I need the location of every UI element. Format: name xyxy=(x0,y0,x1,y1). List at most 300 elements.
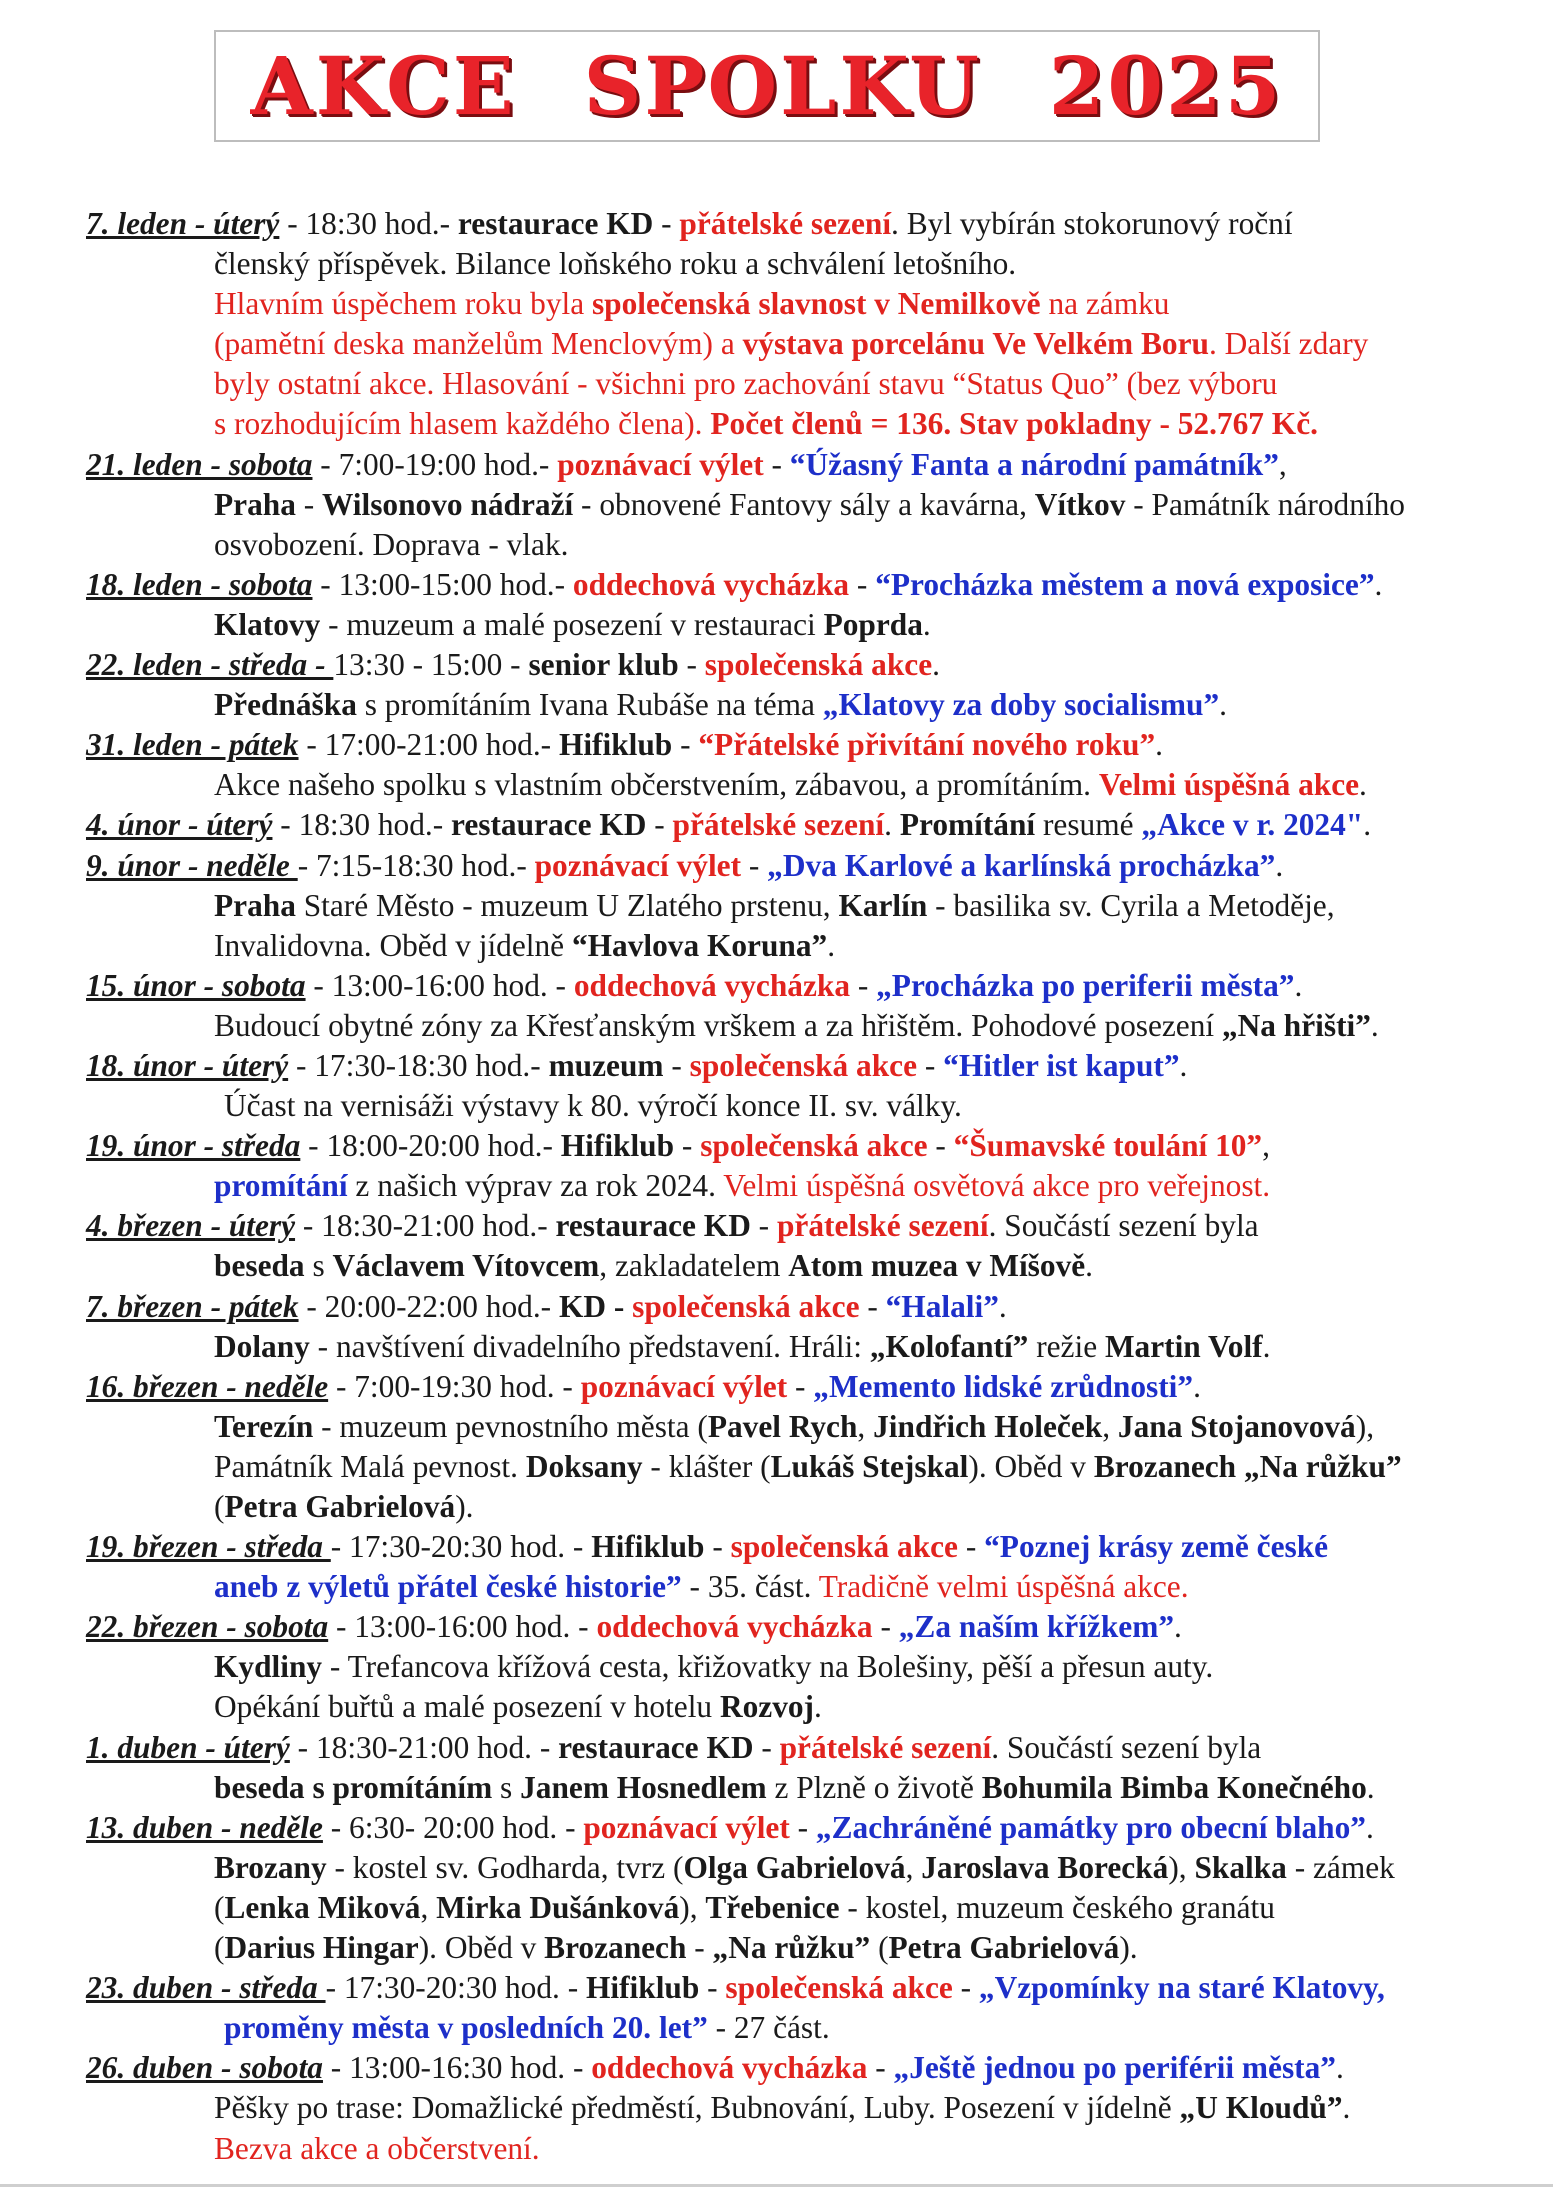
event-entry xyxy=(86,2048,1546,2168)
event-headline xyxy=(86,1527,1546,1567)
event-text-segment: Brozanech xyxy=(544,1930,687,1966)
event-text-segment: - 18:00-20:00 hod.- xyxy=(300,1128,561,1164)
event-entry xyxy=(86,846,1546,966)
event-text-segment: Invalidovna. Oběd v jídelně xyxy=(214,927,572,963)
event-text-segment: - 17:30-18:30 hod.- xyxy=(288,1047,549,1083)
event-text-segment: společenská akce xyxy=(725,1970,953,2006)
event-text-segment: s xyxy=(492,1769,521,1805)
event-text-segment: - 17:30-20:30 hod. - xyxy=(330,1529,592,1565)
event-text-segment: Dolany xyxy=(214,1328,310,1364)
event-text-segment: “Halali” xyxy=(885,1288,999,1324)
event-text-segment: z našich výprav za rok 2024. xyxy=(347,1168,724,1204)
event-text-segment: senior klub xyxy=(528,647,679,683)
event-text-segment: Účast na vernisáži výstavy k 80. výročí konce II. sv. války. xyxy=(224,1088,962,1124)
event-text-segment: výstava porcelánu Ve Velkém Boru xyxy=(742,326,1209,362)
event-text-segment: Poprda xyxy=(823,606,923,642)
event-text-segment: . xyxy=(1365,1809,1374,1845)
event-text-segment: společenská akce xyxy=(704,647,933,683)
event-detail-line xyxy=(86,284,1546,324)
event-text-segment: - 13:00-16:30 hod. - xyxy=(322,2050,592,2086)
event-text-segment: - xyxy=(763,446,790,482)
event-text-segment: Bohumila Bimba Konečného xyxy=(981,1769,1367,1805)
event-text-segment: - navštívení divadelního představení. Hráli: xyxy=(309,1328,870,1364)
event-entry xyxy=(86,445,1546,565)
event-text-segment: - xyxy=(678,647,705,683)
event-date: 26. duben - sobota xyxy=(86,2050,323,2086)
event-text-segment: Přednáška xyxy=(214,687,357,723)
event-text-segment: . xyxy=(1294,967,1303,1003)
event-text-segment: , xyxy=(857,1408,874,1444)
event-text-segment: - xyxy=(859,1288,886,1324)
event-text-segment: oddechová vycházka xyxy=(573,967,850,1003)
event-text-segment: Jana Stojanovová xyxy=(1117,1408,1356,1444)
event-detail-line xyxy=(86,485,1546,525)
event-text-segment: . xyxy=(998,1288,1007,1324)
event-text-segment: ). xyxy=(1119,1930,1138,1966)
event-text-segment: Skalka xyxy=(1194,1849,1287,1885)
event-text-segment: - kostel sv. Godharda, tvrz ( xyxy=(326,1849,684,1885)
event-text-segment: - xyxy=(867,2050,894,2086)
event-text-segment: - xyxy=(789,1809,816,1845)
event-text-segment: poznávací výlet xyxy=(583,1809,790,1845)
event-text-segment: - 7:00-19:00 hod.- xyxy=(312,446,558,482)
event-text-segment: Terezín xyxy=(214,1408,314,1444)
event-text-segment: s xyxy=(304,1248,333,1284)
event-text-segment: ). Oběd v xyxy=(418,1930,545,1966)
event-text-segment: - 18:30 hod.- xyxy=(279,206,458,241)
event-date: 18. únor - úterý xyxy=(86,1047,289,1083)
event-text-segment: - 27 část. xyxy=(707,2010,830,2046)
event-text-segment: proměny města v posledních 20. let” xyxy=(224,2010,708,2046)
event-date: 4. březen - úterý xyxy=(86,1208,296,1244)
event-detail-line xyxy=(86,765,1546,805)
event-detail-line xyxy=(86,1487,1546,1527)
event-entry xyxy=(86,805,1546,845)
event-headline xyxy=(86,1808,1546,1848)
event-text-segment: Kydliny xyxy=(214,1649,323,1685)
event-text-segment: Praha xyxy=(214,486,296,522)
event-text-segment: „Vzpomínky na staré Klatovy, xyxy=(978,1970,1385,2006)
event-headline xyxy=(86,1206,1546,1246)
event-text-segment: Opékání buřtů a malé posezení v hotelu xyxy=(214,1689,720,1725)
event-detail-line xyxy=(86,1086,1546,1126)
event-text-segment: . xyxy=(884,807,900,843)
event-text-segment: ), xyxy=(1168,1849,1195,1885)
event-text-segment: - 7:00-19:30 hod. - xyxy=(328,1368,581,1404)
event-headline xyxy=(86,1287,1546,1327)
event-text-segment: společenská akce xyxy=(700,1128,928,1164)
event-text-segment: - zámek xyxy=(1286,1849,1395,1885)
event-text-segment: byly ostatní akce. Hlasování - všichni pro zachování stavu “Status Quo” (bez výboru xyxy=(214,366,1278,402)
event-text-segment: Klatovy xyxy=(214,606,321,642)
event-text-segment: Darius Hingar xyxy=(224,1930,419,1966)
event-detail-line xyxy=(86,404,1546,444)
event-text-segment: „U Kloudů” xyxy=(1179,2090,1343,2126)
event-detail-line xyxy=(86,2008,1546,2048)
event-date: 7. březen - pátek xyxy=(86,1288,299,1324)
event-text-segment: - 17:30-20:30 hod. - xyxy=(325,1970,586,2006)
event-text-segment: Lukáš Stejskal xyxy=(770,1448,969,1484)
event-text-segment: přátelské sezení xyxy=(776,1208,989,1244)
event-text-segment: “Přátelské přivítání nového roku” xyxy=(698,727,1156,763)
event-entry xyxy=(86,1367,1546,1527)
event-text-segment: . Další zdary xyxy=(1208,326,1369,362)
event-text-segment: Martin Volf xyxy=(1104,1328,1263,1364)
event-text-segment: - 6:30- 20:00 hod. - xyxy=(322,1809,584,1845)
event-text-segment xyxy=(1236,1449,1244,1484)
event-text-segment: Janem Hosnedlem xyxy=(520,1769,767,1805)
event-detail-line xyxy=(86,1447,1546,1487)
event-text-segment: poznávací výlet xyxy=(580,1368,788,1404)
event-text-segment: , xyxy=(905,1849,922,1885)
event-entry xyxy=(86,645,1546,725)
event-text-segment: - xyxy=(957,1529,985,1565)
event-text-segment: Pavel Rych xyxy=(707,1408,858,1444)
event-text-segment: s rozhodujícím hlasem každého člena). xyxy=(214,406,711,442)
event-text-segment: přátelské sezení xyxy=(779,1729,992,1765)
event-text-segment: Lenka Miková xyxy=(224,1889,421,1925)
events-list xyxy=(86,204,1546,2169)
event-detail-line xyxy=(86,364,1546,404)
event-text-segment: - obnovené Fantovy sály a kavárna, xyxy=(573,486,1035,522)
event-detail-line xyxy=(86,1888,1546,1928)
event-detail-line xyxy=(86,525,1546,565)
event-detail-line xyxy=(86,244,1546,284)
event-entry xyxy=(86,1206,1546,1286)
event-text-segment: . xyxy=(1219,687,1228,723)
event-text-segment: KD xyxy=(558,1288,607,1324)
event-headline xyxy=(86,2048,1546,2088)
event-text-segment: přátelské sezení xyxy=(672,807,885,843)
event-text-segment: na zámku xyxy=(1040,286,1170,322)
event-text-segment: - xyxy=(672,727,699,763)
event-entry xyxy=(86,1968,1546,2048)
event-headline xyxy=(86,846,1546,886)
event-date: 15. únor - sobota xyxy=(86,967,306,1003)
event-text-segment: - Památník národního xyxy=(1125,486,1405,522)
event-text-segment: . xyxy=(1174,1609,1182,1645)
event-text-segment: Karlín xyxy=(838,887,928,923)
event-text-segment: Pěšky po trase: Domažlické předměstí, Bubnování, Luby. Posezení v jídelně xyxy=(214,2090,1180,2126)
event-headline xyxy=(86,645,1546,685)
event-text-segment: 13:30 - 15:00 - xyxy=(333,647,529,683)
event-detail-line xyxy=(86,1006,1546,1046)
event-text-segment: “Poznej krásy země české xyxy=(984,1529,1329,1565)
event-text-segment: „Na hřišti” xyxy=(1221,1007,1371,1043)
event-text-segment: Brozanech xyxy=(1093,1448,1237,1484)
event-text-segment: - xyxy=(699,1970,726,2006)
event-detail-line xyxy=(86,685,1546,725)
event-text-segment: “Úžasný Fanta a národní památník” xyxy=(789,446,1279,482)
event-text-segment: - 17:00-21:00 hod.- xyxy=(298,727,559,763)
event-headline xyxy=(86,445,1546,485)
event-text-segment: - 7:15-18:30 hod.- xyxy=(297,847,535,883)
event-text-segment: . xyxy=(1342,2090,1351,2126)
event-text-segment: společenská akce xyxy=(689,1047,918,1083)
event-text-segment: „Na růžku” xyxy=(712,1930,871,1966)
event-text-segment: ). Oběd v xyxy=(968,1448,1094,1484)
event-entry xyxy=(86,1287,1546,1367)
event-text-segment: Akce našeho spolku s vlastním občerstvením, zábavou, a promítáním. xyxy=(214,767,1099,803)
event-date: 4. únor - úterý xyxy=(86,807,273,843)
event-text-segment: - Trefancova křížová cesta, křižovatky na Bolešiny, pěší a přesun auty. xyxy=(322,1649,1214,1685)
event-text-segment: Doksany xyxy=(525,1448,643,1484)
event-text-segment: „Akce v r. 2024" xyxy=(1141,807,1364,843)
event-date: 16. březen - neděle xyxy=(86,1368,329,1404)
event-text-segment: . Součástí sezení byla xyxy=(988,1208,1259,1244)
event-text-segment: - xyxy=(741,847,768,883)
event-text-segment: Památník Malá pevnost. xyxy=(214,1448,526,1484)
event-text-segment: Praha xyxy=(214,887,296,923)
event-date: 23. duben - středa xyxy=(86,1970,326,2006)
event-text-segment: . xyxy=(1193,1368,1201,1404)
event-date: 9. únor - neděle xyxy=(86,847,298,883)
event-text-segment: ), xyxy=(1355,1408,1375,1444)
event-text-segment: oddechová vycházka xyxy=(591,2050,868,2086)
event-entry xyxy=(86,966,1546,1046)
event-text-segment: Brozany xyxy=(214,1849,327,1885)
title-box xyxy=(214,30,1320,142)
event-entry xyxy=(86,1808,1546,1968)
event-text-segment: - basilika sv. Cyrila a Metoděje, xyxy=(927,887,1335,923)
event-entry xyxy=(86,1126,1546,1206)
event-entry xyxy=(86,1728,1546,1808)
event-text-segment: společenská slavnost v Nemilkově xyxy=(591,286,1041,322)
event-text-segment: ( xyxy=(870,1930,889,1966)
event-text-segment: Třebenice xyxy=(705,1889,840,1925)
event-text-segment: - 13:00-16:00 hod. - xyxy=(328,1609,597,1645)
event-text-segment: Budoucí obytné zóny za Křesťanským vrškem a za hřištěm. Pohodové posezení xyxy=(214,1007,1222,1043)
event-detail-line xyxy=(86,926,1546,966)
event-text-segment: - xyxy=(750,1208,777,1244)
event-text-segment: ). xyxy=(455,1489,474,1524)
event-text-segment: - 18:30 hod.- xyxy=(272,807,452,843)
event-text-segment: Rozvoj xyxy=(719,1689,815,1725)
event-text-segment: - xyxy=(295,486,322,522)
event-date: 1. duben - úterý xyxy=(86,1729,290,1765)
event-text-segment: „Dva Karlové a karlínská procházka” xyxy=(767,847,1276,883)
event-text-segment: Olga Gabrielová xyxy=(683,1849,906,1885)
event-headline xyxy=(86,1968,1546,2008)
event-date: 21. leden - sobota xyxy=(86,446,313,482)
event-text-segment: - xyxy=(686,1930,713,1966)
event-text-segment: poznávací výlet xyxy=(534,847,742,883)
event-text-segment: restaurace KD xyxy=(558,1729,754,1765)
event-text-segment: “Procházka městem a nová exposice” xyxy=(875,566,1375,602)
event-text-segment: „Ještě jednou po periférii města” xyxy=(893,2050,1336,2086)
event-text-segment: - xyxy=(850,967,877,1003)
event-text-segment: režie xyxy=(1028,1328,1105,1364)
event-detail-line xyxy=(86,1768,1546,1808)
event-text-segment: ( xyxy=(214,1489,225,1524)
event-text-segment: promítání xyxy=(214,1168,348,1204)
event-text-segment: . xyxy=(1359,767,1367,803)
event-text-segment: Václavem Vítovcem xyxy=(332,1248,600,1284)
event-text-segment: . xyxy=(1262,1328,1271,1364)
event-text-segment: . xyxy=(932,647,940,683)
event-detail-line xyxy=(86,605,1546,645)
page-title: AKCE SPOLKU 2025 xyxy=(250,39,1284,133)
event-headline xyxy=(86,1728,1546,1768)
event-text-segment: osvobození. Doprava - vlak. xyxy=(214,526,569,562)
event-text-segment: - xyxy=(787,1368,814,1404)
event-text-segment: - xyxy=(927,1128,954,1164)
event-text-segment: - 18:30-21:00 hod.- xyxy=(295,1208,556,1244)
event-text-segment: Mirka Dušánková xyxy=(436,1889,680,1925)
event-text-segment: členský příspěvek. Bilance loňského roku a schválení letošního. xyxy=(214,246,1017,282)
event-text-segment: - muzeum a malé posezení v restauraci xyxy=(320,606,824,642)
event-text-segment: - 18:30-21:00 hod. - xyxy=(289,1729,559,1765)
event-text-segment: . xyxy=(827,927,836,963)
event-text-segment: - klášter ( xyxy=(642,1448,771,1484)
event-headline xyxy=(86,1607,1546,1647)
event-text-segment: Hifiklub xyxy=(591,1529,705,1565)
event-detail-line xyxy=(86,1687,1546,1727)
event-text-segment: “Šumavské toulání 10” xyxy=(953,1128,1263,1164)
event-text-segment: - xyxy=(849,566,876,602)
event-date: 22. březen - sobota xyxy=(86,1609,329,1645)
event-text-segment: . xyxy=(1155,727,1163,763)
event-text-segment: „Memento lidské zrůdnosti” xyxy=(813,1368,1194,1404)
event-entry xyxy=(86,1527,1546,1607)
event-text-segment: s promítáním Ivana Rubáše na téma xyxy=(356,687,823,723)
event-text-segment: - 13:00-15:00 hod.- xyxy=(312,566,573,602)
event-detail-line xyxy=(86,1166,1546,1206)
event-text-segment: . xyxy=(1275,847,1284,883)
event-headline xyxy=(86,565,1546,605)
event-text-segment: , xyxy=(1278,446,1287,482)
event-text-segment: . xyxy=(1179,1047,1188,1083)
event-text-segment: Staré Město - muzeum U Zlatého prstenu, xyxy=(295,887,839,923)
event-text-segment: - 13:00-16:00 hod. - xyxy=(305,967,574,1003)
event-text-segment: ( xyxy=(214,1889,225,1925)
event-text-segment: restaurace KD xyxy=(457,206,654,241)
event-text-segment: - kostel, muzeum českého granátu xyxy=(839,1889,1275,1925)
event-text-segment: Velmi úspěšná akce xyxy=(1098,767,1360,803)
event-date: 22. leden - středa - xyxy=(86,647,334,683)
event-text-segment: „Za naším křížkem” xyxy=(898,1609,1175,1645)
event-text-segment: Hifiklub xyxy=(558,727,673,763)
event-text-segment: restaurace KD xyxy=(451,807,647,843)
event-text-segment: z Plzně o životě xyxy=(766,1769,982,1805)
event-detail-line xyxy=(86,1928,1546,1968)
event-text-segment: . xyxy=(1370,1007,1379,1043)
event-text-segment: restaurace KD xyxy=(555,1208,751,1244)
event-text-segment: Wilsonovo nádraží xyxy=(322,486,574,522)
event-text-segment: Tradičně velmi úspěšná akce. xyxy=(818,1569,1189,1605)
event-headline xyxy=(86,1046,1546,1086)
event-text-segment: - xyxy=(663,1047,690,1083)
event-headline xyxy=(86,1367,1546,1407)
event-entry xyxy=(86,204,1546,445)
event-entry xyxy=(86,1607,1546,1727)
event-headline xyxy=(86,204,1546,244)
event-text-segment: oddechová vycházka xyxy=(596,1609,873,1645)
event-text-segment: , zakladatelem xyxy=(599,1248,789,1284)
event-text-segment: “Havlova Koruna” xyxy=(571,927,828,963)
event-text-segment: aneb z výletů přátel české historie” xyxy=(214,1569,682,1605)
event-text-segment: poznávací výlet xyxy=(557,446,764,482)
event-text-segment: . Součástí sezení byla xyxy=(991,1729,1262,1765)
event-date: 31. leden - pátek xyxy=(86,727,299,763)
event-text-segment: - xyxy=(872,1609,899,1645)
event-detail-line xyxy=(86,1246,1546,1286)
event-detail-line xyxy=(86,1407,1546,1447)
event-detail-line xyxy=(86,1647,1546,1687)
event-text-segment: přátelské sezení xyxy=(679,206,892,241)
event-text-segment: . xyxy=(1366,1769,1375,1805)
event-text-segment: . xyxy=(814,1689,822,1725)
event-text-segment: Hlavním úspěchem roku byla xyxy=(214,286,592,322)
event-text-segment: Jindřich Holeček xyxy=(873,1408,1103,1444)
event-text-segment: - xyxy=(704,1529,731,1565)
event-text-segment: - xyxy=(606,1288,633,1324)
event-entry xyxy=(86,565,1546,645)
event-text-segment: společenská akce xyxy=(730,1529,958,1565)
event-text-segment: Velmi úspěšná osvětová akce pro veřejnost. xyxy=(723,1168,1271,1204)
event-text-segment: “Hitler ist kaput” xyxy=(943,1047,1180,1083)
event-text-segment: . Byl vybírán stokorunový roční xyxy=(891,206,1293,241)
event-text-segment: Hifiklub xyxy=(560,1128,675,1164)
event-headline xyxy=(86,1126,1546,1166)
event-text-segment: . xyxy=(1085,1248,1094,1284)
event-text-segment: Petra Gabrielová xyxy=(888,1930,1120,1966)
event-entry xyxy=(86,725,1546,805)
event-text-segment: Jaroslava Borecká xyxy=(921,1849,1169,1885)
event-detail-line xyxy=(86,2088,1546,2128)
event-text-segment: „Na růžku” xyxy=(1243,1448,1402,1484)
event-text-segment: - xyxy=(646,807,673,843)
event-text-segment: Počet členů = 136. Stav pokladny - 52.767 Kč. xyxy=(710,406,1318,442)
event-text-segment: „Procházka po periferii města” xyxy=(876,967,1295,1003)
event-detail-line xyxy=(86,1327,1546,1367)
event-date: 19. březen - středa xyxy=(86,1529,331,1565)
event-headline xyxy=(86,805,1546,845)
event-text-segment: , xyxy=(1102,1408,1118,1444)
event-detail-line xyxy=(86,2129,1546,2169)
event-date: 19. únor - středa xyxy=(86,1128,301,1164)
event-date: 18. leden - sobota xyxy=(86,566,313,602)
event-text-segment: . xyxy=(1374,566,1383,602)
event-text-segment: Bezva akce a občerstvení. xyxy=(214,2130,540,2166)
event-detail-line xyxy=(86,1567,1546,1607)
event-text-segment: - 35. část. xyxy=(681,1569,819,1605)
event-text-segment: - 20:00-22:00 hod.- xyxy=(298,1288,559,1324)
event-text-segment: . xyxy=(1335,2050,1344,2086)
event-text-segment: - xyxy=(653,206,680,241)
event-text-segment: - muzeum pevnostního města ( xyxy=(313,1408,708,1444)
event-text-segment: (pamětní deska manželům Menclovým) a xyxy=(214,326,743,362)
event-text-segment: beseda xyxy=(214,1248,305,1284)
event-text-segment: ( xyxy=(214,1930,225,1966)
event-entry xyxy=(86,1046,1546,1126)
event-text-segment: - xyxy=(917,1047,944,1083)
event-text-segment: Hifiklub xyxy=(586,1970,700,2006)
event-headline xyxy=(86,966,1546,1006)
event-text-segment: - xyxy=(952,1970,979,2006)
event-text-segment: Vítkov xyxy=(1034,486,1126,522)
event-date: 7. leden - úterý xyxy=(86,206,280,241)
event-text-segment: Promítání xyxy=(899,807,1036,843)
event-detail-line xyxy=(86,886,1546,926)
event-text-segment: Atom muzea v Míšově xyxy=(788,1248,1086,1284)
event-text-segment: . xyxy=(1363,807,1372,843)
event-text-segment: „Zachráněné památky pro obecní blaho” xyxy=(815,1809,1366,1845)
event-text-segment: - xyxy=(753,1729,780,1765)
event-text-segment: „Kolofantí” xyxy=(869,1328,1029,1364)
event-text-segment: resumé xyxy=(1035,807,1142,843)
event-text-segment: muzeum xyxy=(548,1047,664,1083)
